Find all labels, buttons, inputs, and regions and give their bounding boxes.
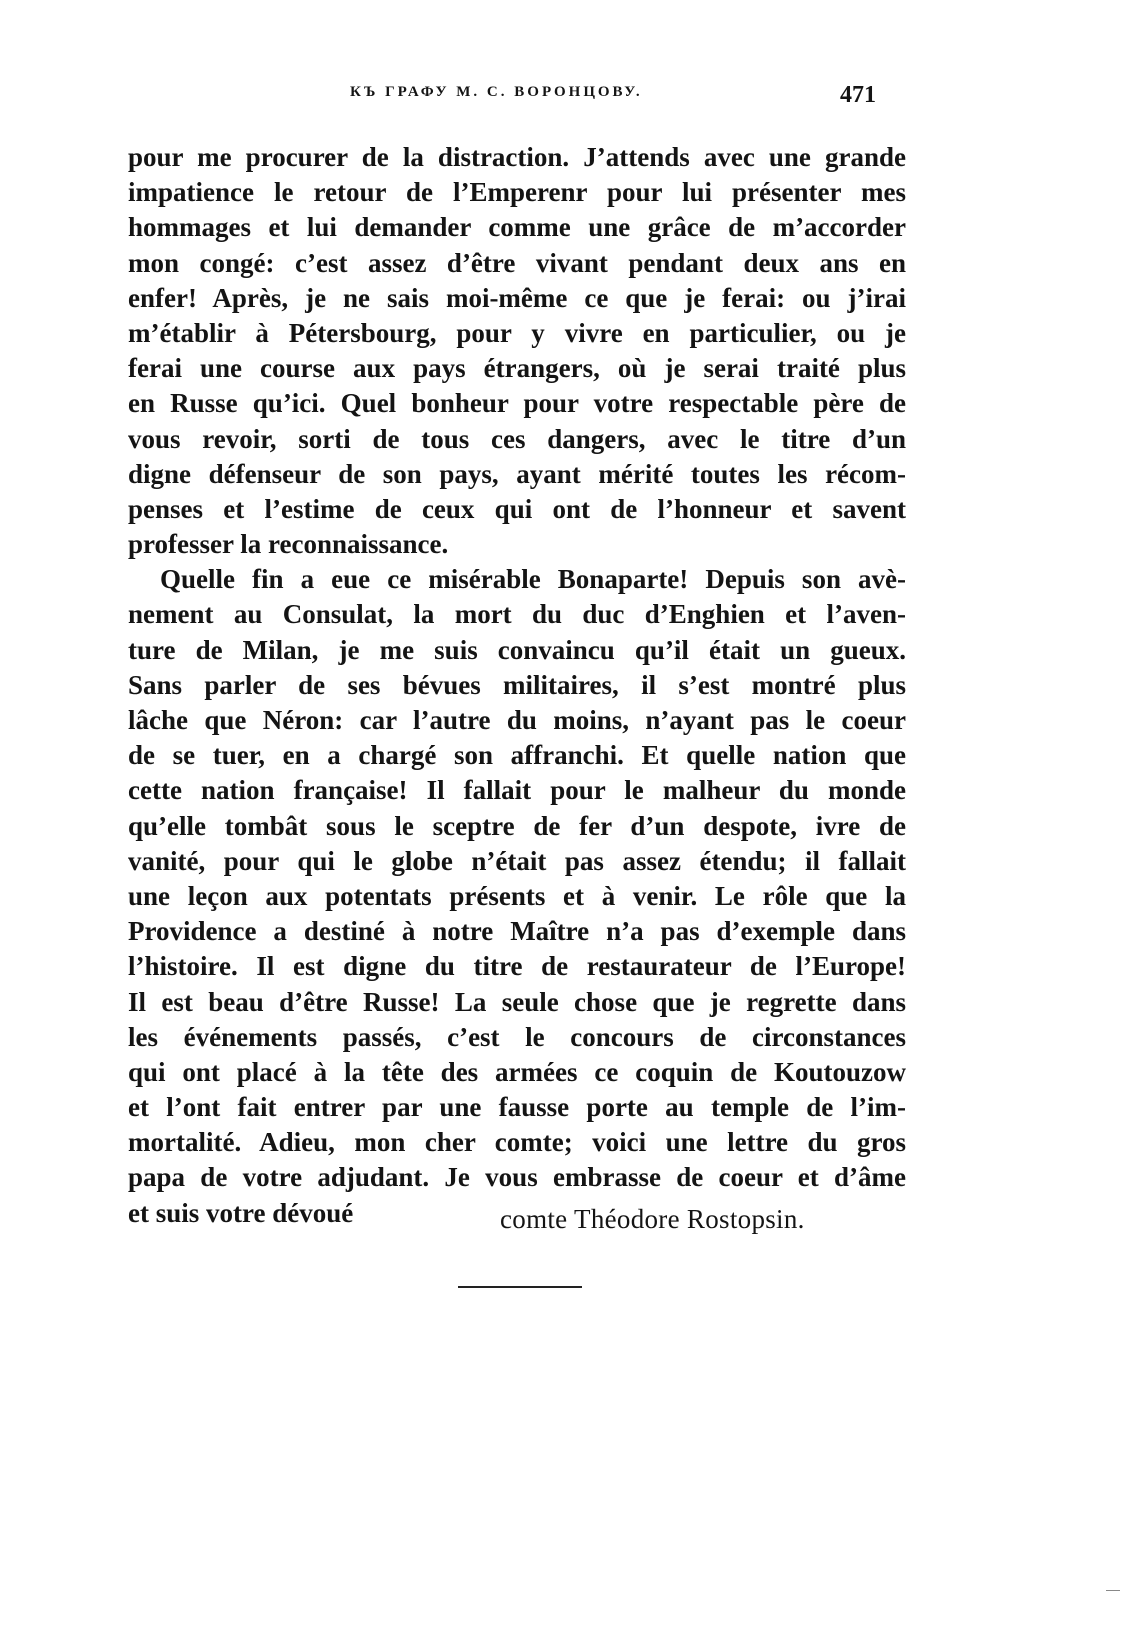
text-line: cette nation française! Il fallait pour le malheur du monde <box>128 775 906 806</box>
text-line: enfer! Après, je ne sais moi-même ce que je ferai: ou j’irai <box>128 282 906 313</box>
running-head <box>128 82 918 112</box>
text-line: pour me procurer de la distraction. J’attends avec une grande <box>128 142 906 172</box>
text-line: ferai une course aux pays étrangers, où je serai traité plus <box>128 353 906 384</box>
text-line: digne défenseur de son pays, ayant mérité toutes les récom- <box>128 458 906 489</box>
text-line: Providence a destiné à notre Maître n’a pas d’exemple dans <box>128 916 906 947</box>
text-line: mon congé: c’est assez d’être vivant pendant deux ans en <box>128 247 906 278</box>
edge-mark <box>1106 1590 1120 1591</box>
text-line: m’établir à Pétersbourg, pour y vivre en particulier, ou je <box>128 317 906 348</box>
text-line: mortalité. Adieu, mon cher comte; voici une lettre du gros <box>128 1127 906 1158</box>
text-line: et l’ont fait entrer par une fausse porte au temple de l’im- <box>128 1092 906 1123</box>
text-line: vanité, pour qui le globe n’était pas assez étendu; il fallait <box>128 845 906 876</box>
text-line: l’histoire. Il est digne du titre de restaurateur de l’Europe! <box>128 951 906 982</box>
text-line: ture de Milan, je me suis convaincu qu’il était un gueux. <box>128 634 906 665</box>
text-line: nement au Consulat, la mort du duc d’Enghien et l’aven- <box>128 599 906 630</box>
text-line: Sans parler de ses bévues militaires, il s’est montré plus <box>128 669 906 700</box>
text-line: penses et l’estime de ceux qui ont de l’honneur et savent <box>128 493 906 524</box>
text-line: de se tuer, en a chargé son affranchi. Et quelle nation que <box>128 740 906 771</box>
signature: comte Théodore Rostopsin. <box>500 1204 805 1234</box>
text-line: Quelle fin a eue ce misérable Bonaparte! Depuis son avè- <box>160 564 906 595</box>
text-line: papa de votre adjudant. Je vous embrasse de coeur et d’âme <box>128 1162 906 1193</box>
text-line: qu’elle tombât sous le sceptre de fer d’un despote, ivre de <box>128 810 906 841</box>
text-line: Il est beau d’être Russe! La seule chose que je regrette dans <box>128 986 906 1017</box>
text-line: professer la reconnaissance. <box>128 529 449 560</box>
running-title: КЪ ГРАФУ М. С. ВОРОНЦОВУ. <box>350 84 643 100</box>
page-number: 471 <box>840 82 876 108</box>
text-line: lâche que Néron: car l’autre du moins, n’ayant pas le coeur <box>128 705 906 735</box>
text-line: une leçon aux potentats présents et à venir. Le rôle que la <box>128 880 906 911</box>
text-line: qui ont placé à la tête des armées ce coquin de Koutouzow <box>128 1056 906 1087</box>
text-line: les événements passés, c’est le concours de circonstances <box>128 1021 906 1052</box>
text-line: et suis votre dévoué <box>128 1197 354 1228</box>
text-line: en Russe qu’ici. Quel bonheur pour votre respectable père de <box>128 388 906 419</box>
letter-body <box>128 140 906 1231</box>
text-line: vous revoir, sorti de tous ces dangers, avec le titre d’un <box>128 423 906 454</box>
text-line: impatience le retour de l’Emperenr pour lui présenter mes <box>128 177 906 208</box>
end-rule <box>458 1286 582 1288</box>
text-line: hommages et lui demander comme une grâce de m’accorder <box>128 212 906 243</box>
